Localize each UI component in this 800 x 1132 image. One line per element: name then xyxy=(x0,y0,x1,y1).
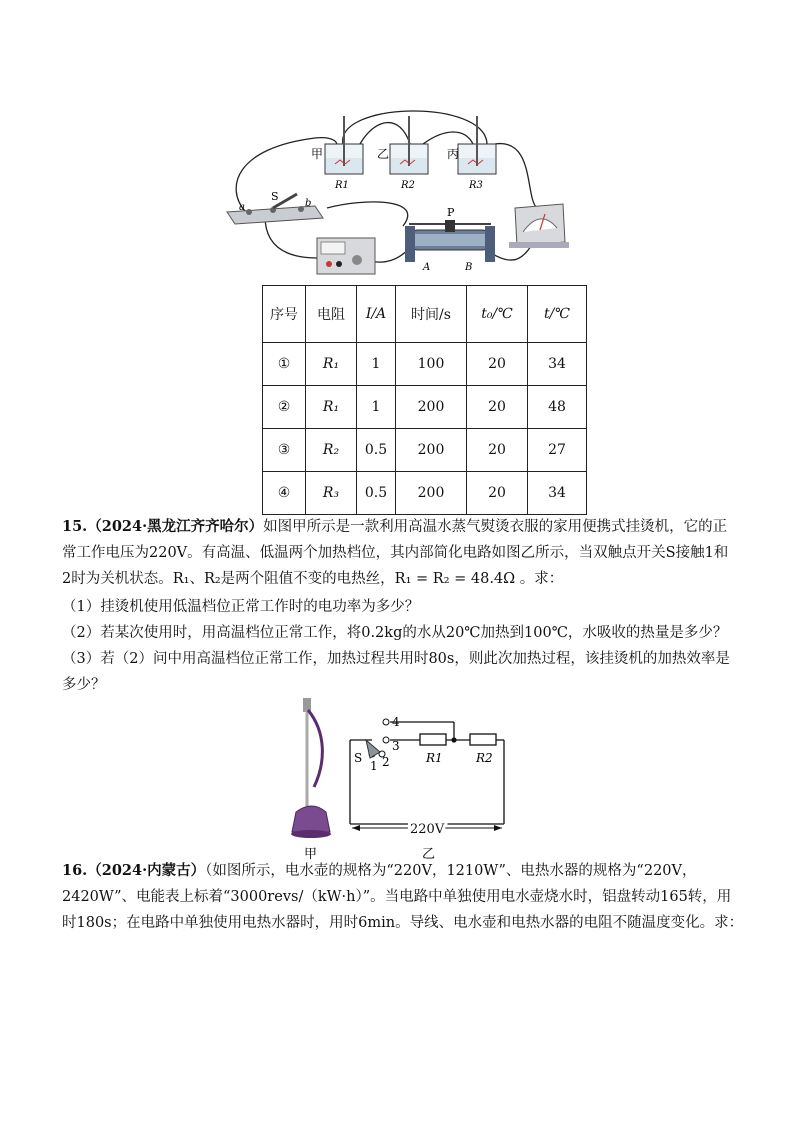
table-cell: 0.5 xyxy=(357,429,396,472)
label-yi: 乙 xyxy=(377,147,390,161)
question-15 xyxy=(62,514,752,698)
header-cell: t₀/℃ xyxy=(467,286,528,343)
table-cell: R₁ xyxy=(306,343,357,386)
table-cell: 0.5 xyxy=(357,472,396,515)
beaker-bing xyxy=(458,116,496,174)
table-cell: 200 xyxy=(396,429,467,472)
table-cell: ② xyxy=(263,386,306,429)
label-terminal-b: b xyxy=(305,198,312,209)
circuit-diagram xyxy=(350,722,504,824)
r2-label: R2 xyxy=(476,751,493,765)
table-cell: ① xyxy=(263,343,306,386)
label-jia: 甲 xyxy=(311,147,324,161)
table-cell: ③ xyxy=(263,429,306,472)
table-cell: 34 xyxy=(528,472,587,515)
table-cell: 20 xyxy=(467,472,528,515)
table-row xyxy=(263,386,587,429)
contact-4-label: 4 xyxy=(392,715,400,729)
question-16 xyxy=(62,858,752,936)
table-row xyxy=(263,429,587,472)
rheostat xyxy=(405,220,495,262)
question-text: （如图所示，电水壶的规格为“220V，1210W”、电热水器的规格为“220V， xyxy=(205,863,697,879)
question-15-sub-3: （3）若（2）问中用高温档位正常工作，加热过程共用时80s，则此次加热过程，该挂烫机的加热效率是 xyxy=(62,651,730,667)
table-cell: 48 xyxy=(528,386,587,429)
question-15-sub-1: （1）挂烫机使用低温档位正常工作时的电功率为多少？ xyxy=(62,599,420,615)
question-16-line-2: 2420W”、电能表上标着“3000revs/（kW·h）”。当电路中单独使用电水壶烧水时，铝盘转动165转，用 xyxy=(62,889,732,905)
table-cell: 1 xyxy=(357,343,396,386)
voltage-label: 220V xyxy=(410,822,445,837)
question-15-sub-3-cont: 多少？ xyxy=(62,677,106,693)
steamer-figure xyxy=(286,692,526,862)
table-cell: 200 xyxy=(396,472,467,515)
label-r2: R2 xyxy=(401,180,415,191)
contact-2-label: 2 xyxy=(382,755,390,769)
label-rheostat-a: A xyxy=(423,262,431,273)
r1-label: R1 xyxy=(426,751,443,765)
header-cell: 电阻 xyxy=(306,286,357,343)
label-yi: 乙 xyxy=(422,847,436,862)
table-cell: R₂ xyxy=(306,429,357,472)
label-r1: R1 xyxy=(335,180,349,191)
header-cell: 序号 xyxy=(263,286,306,343)
table-cell: ④ xyxy=(263,472,306,515)
label-terminal-a: a xyxy=(239,202,245,213)
experiment-data-table xyxy=(262,285,587,515)
table-header-row xyxy=(263,286,587,343)
question-16-line-1 xyxy=(62,858,752,884)
question-source: （2024·黑龙江齐齐哈尔） xyxy=(87,518,264,535)
table-cell: 100 xyxy=(396,343,467,386)
question-16-line-3: 时180s；在电路中单独使用电热水器时，用时6min。导线、电水壶和电热水器的电阻不随温度变化。求： xyxy=(62,915,744,931)
header-cell: t/℃ xyxy=(528,286,587,343)
table-cell: 34 xyxy=(528,343,587,386)
table-cell: 200 xyxy=(396,386,467,429)
label-jia: 甲 xyxy=(304,847,318,862)
double-contact-switch xyxy=(366,740,380,758)
table-cell: 20 xyxy=(467,386,528,429)
switch-label: S xyxy=(354,751,363,765)
question-15-line-2: 常工作电压为220V。有高温、低温两个加热档位，其内部简化电路如图乙所示，当双触点开关S接触1和 xyxy=(62,545,729,561)
label-switch: S xyxy=(271,190,279,203)
table-cell: 20 xyxy=(467,343,528,386)
power-supply xyxy=(317,238,375,274)
label-rheostat-b: B xyxy=(465,262,473,273)
table-cell: R₁ xyxy=(306,386,357,429)
experiment-circuit-figure xyxy=(225,108,585,280)
table-cell: R₃ xyxy=(306,472,357,515)
question-number: 16. xyxy=(62,862,88,879)
table-row xyxy=(263,472,587,515)
question-15-line-1 xyxy=(62,514,752,540)
ammeter xyxy=(509,204,569,248)
contact-3-label: 3 xyxy=(392,739,400,753)
beaker-jia xyxy=(325,116,363,174)
contact-1-label: 1 xyxy=(370,759,378,773)
table-cell: 1 xyxy=(357,386,396,429)
garment-steamer-image xyxy=(291,698,331,838)
header-cell: 时间/s xyxy=(396,286,467,343)
question-15-line-3: 2时为关机状态。R₁、R₂是两个阻值不变的电热丝，R₁ = R₂ = 48.4Ω 。求： xyxy=(62,571,564,587)
table-row xyxy=(263,343,587,386)
table-cell: 27 xyxy=(528,429,587,472)
question-source: （2024·内蒙古） xyxy=(87,862,206,879)
header-cell: I/A xyxy=(357,286,396,343)
table-cell: 20 xyxy=(467,429,528,472)
question-number: 15. xyxy=(62,518,88,535)
question-15-sub-2: （2）若某次使用时，用高温档位正常工作，将0.2kg的水从20℃加热到100℃，水吸收的热量是多少？ xyxy=(62,625,728,641)
label-r3: R3 xyxy=(469,180,483,191)
label-bing: 丙 xyxy=(447,147,460,161)
label-slider-p: P xyxy=(447,206,455,219)
question-text: 如图甲所示是一款利用高温水蒸气熨烫衣服的家用便携式挂烫机，它的正 xyxy=(263,519,728,535)
